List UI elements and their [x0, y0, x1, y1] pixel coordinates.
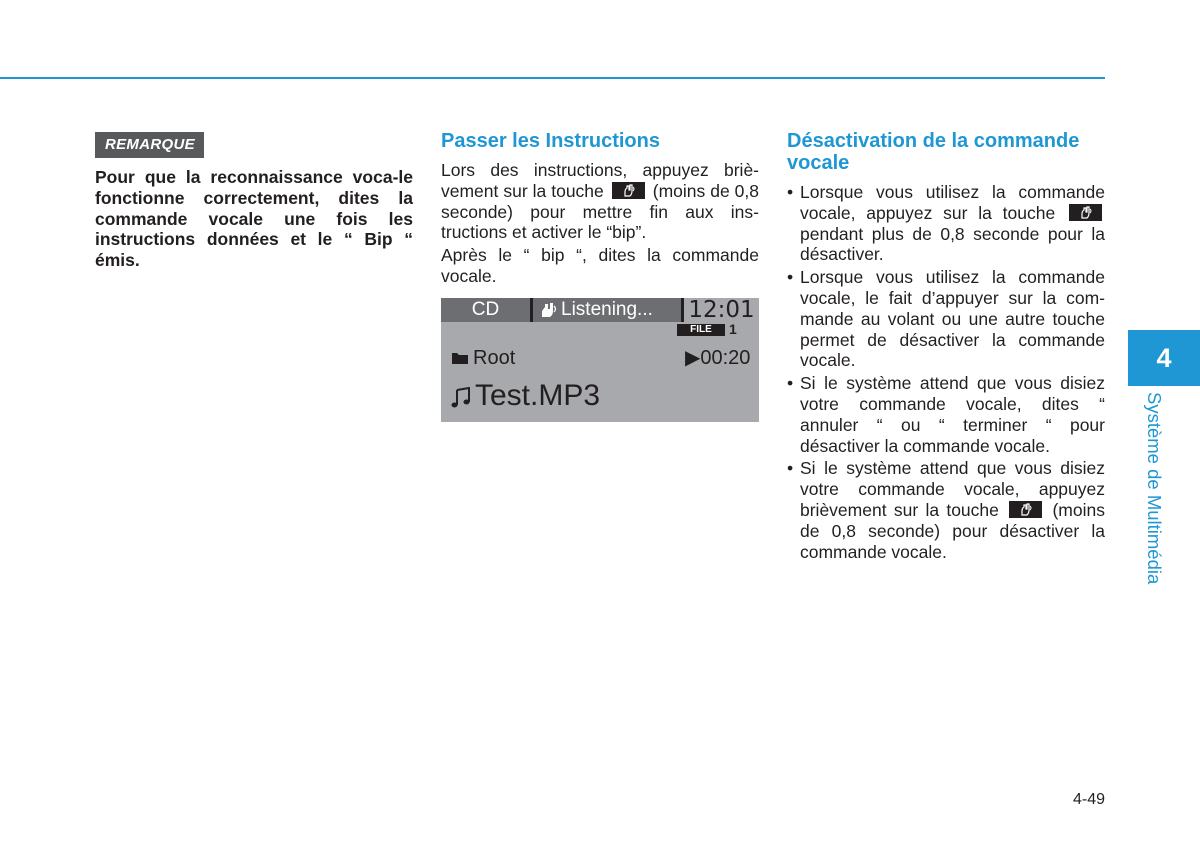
- list-item: [787, 458, 1105, 562]
- display-source: CD: [441, 298, 530, 322]
- bullet: •: [787, 182, 794, 202]
- section-title-skip: Passer les Instructions: [441, 130, 660, 152]
- page-number: 4-49: [1072, 791, 1105, 808]
- section-skip-instructions: [441, 130, 759, 287]
- display-clock: 12:01: [684, 298, 759, 322]
- bullet: •: [787, 267, 794, 288]
- talk-button-icon: [1009, 501, 1042, 518]
- section-title-deactivate: Désactivation de la commande vocale: [787, 130, 1080, 174]
- header-rule: [0, 77, 1105, 79]
- b3-text: Si le système attend que vous disiez votre commande vocale, dites “ annuler “ ou “ terminer “ pour désactiver la commande vocale.: [800, 373, 1105, 456]
- b2-text: Lorsque vous utilisez la commande vocale, le fait d’appuyer sur la com-mande au volant ou une autre touche permet de désactiver la commande vocale.: [800, 267, 1105, 371]
- music-note-icon: [451, 387, 471, 409]
- skip-p1-after: (moins de 0,8 seconde) pour mettre fin aux ins-tructions et activer le “bip”.: [441, 180, 759, 243]
- b1-after: pendant plus de 0,8 seconde pour la désactiver.: [800, 223, 1105, 265]
- list-item: [787, 373, 1105, 456]
- folder-icon: [451, 351, 469, 365]
- note-text: Pour que la reconnaissance voca-le fonctionne correctement, dites la commande vocale une fois les instructions données et le “ Bip “ émis.: [95, 167, 413, 271]
- display-folder-name: Root: [473, 347, 516, 369]
- talk-button-icon: [612, 182, 645, 199]
- display-file-label: FILE: [677, 324, 725, 336]
- skip-p1-before: Lors des instructions, appuyez briè-vement sur la touche: [441, 160, 759, 201]
- audio-display: [441, 298, 759, 422]
- chapter-title: Système de Multimédia: [1144, 392, 1165, 585]
- deactivate-list: [787, 182, 1105, 562]
- list-item: [787, 267, 1105, 371]
- note-badge: REMARQUE: [95, 132, 204, 158]
- voice-listening-icon: [540, 302, 558, 318]
- skip-paragraph-1: [441, 160, 759, 243]
- chapter-number-tab: 4: [1128, 330, 1200, 386]
- display-status-text: Listening...: [561, 299, 653, 320]
- b4-after: (moins de 0,8 seconde) pour désactiver la commande vocale.: [800, 499, 1105, 562]
- b1-before: Lorsque vous utilisez la commande vocale, appuyez sur la touche: [800, 182, 1105, 223]
- display-elapsed: ▶00:20: [685, 347, 751, 369]
- display-listening: [533, 298, 681, 322]
- bullet: •: [787, 373, 794, 394]
- bullet: •: [787, 458, 794, 479]
- display-file-number: 1: [729, 321, 737, 337]
- skip-paragraph-2: Après le “ bip “, dites la commande vocale.: [441, 245, 759, 286]
- b4-before: Si le système attend que vous disiez votre commande vocale, appuyez brièvement sur la touche: [800, 458, 1105, 520]
- talk-button-icon: [1069, 204, 1102, 221]
- note-box: [95, 132, 413, 271]
- list-item: [787, 182, 1105, 265]
- section-deactivate: [787, 130, 1105, 564]
- display-track-name: Test.MP3: [475, 379, 601, 412]
